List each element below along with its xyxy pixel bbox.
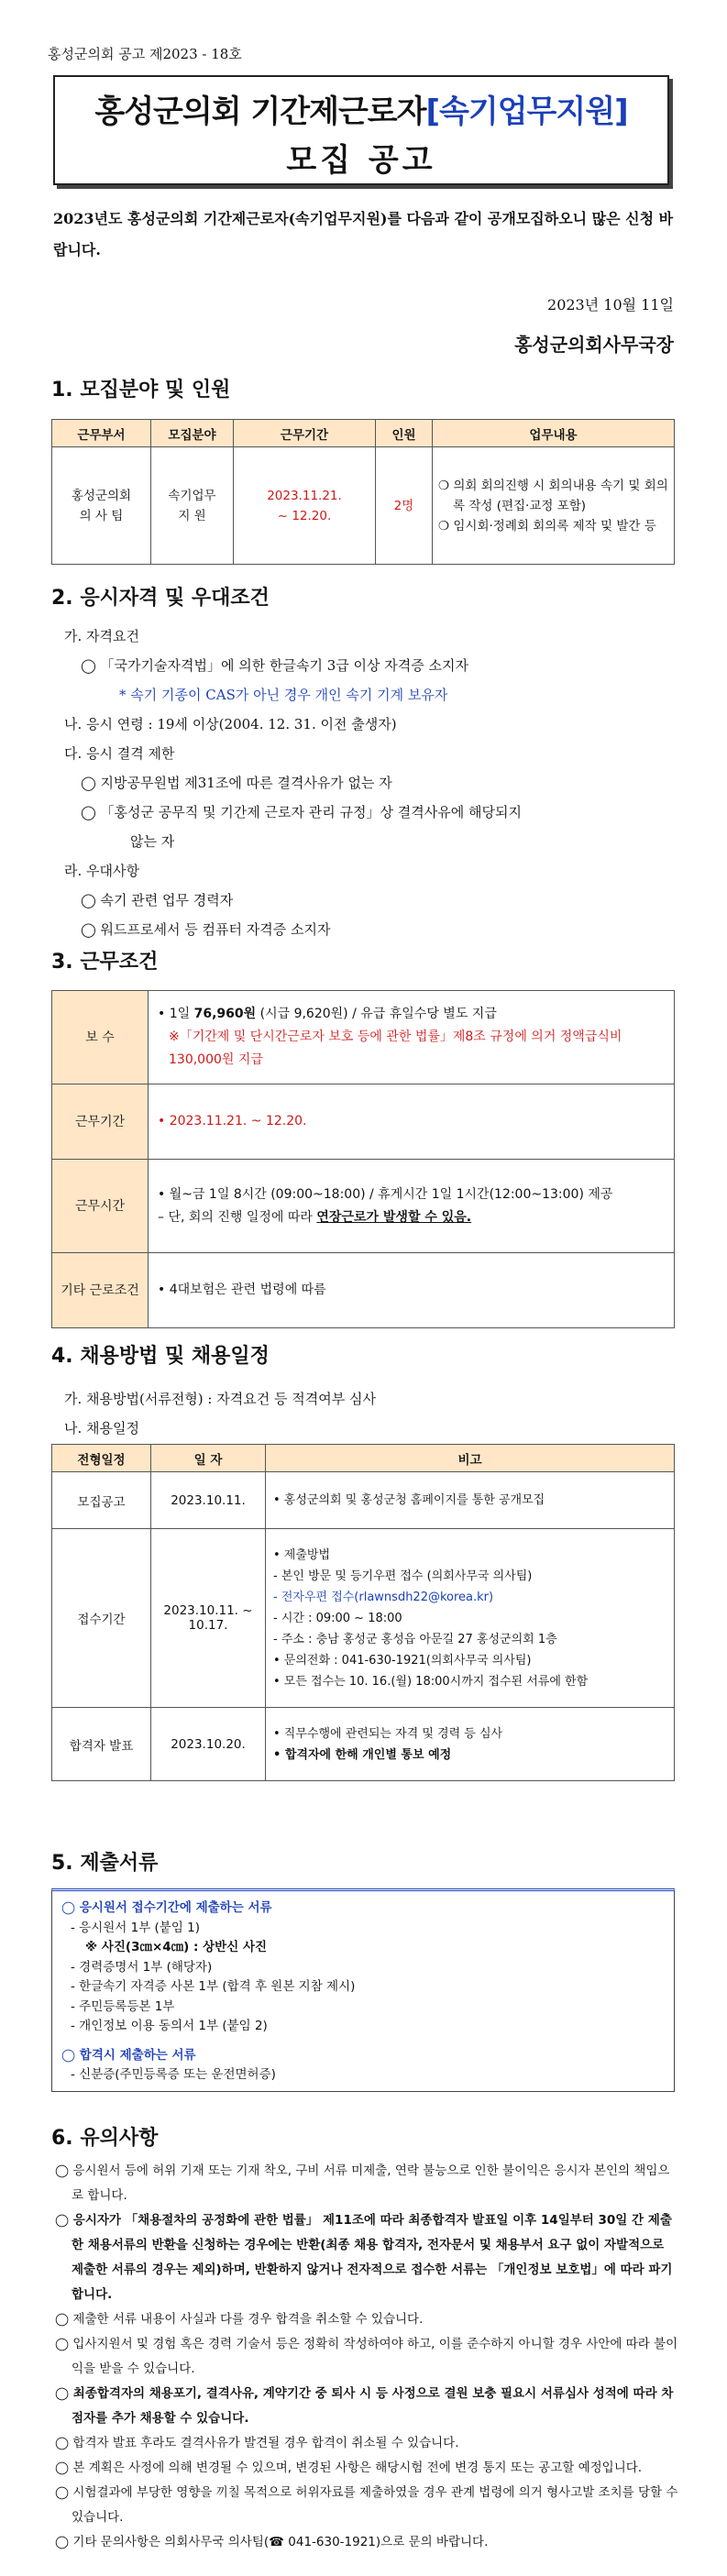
list-item: ◯ 응시원서 등에 허위 기재 또는 기재 착오, 구비 서류 미제출, 연락 불능으로 인한 불이익은 응시자 본인의 책임으로 합니다. xyxy=(55,2163,670,2203)
pay-value: • 1일 76,960원 (시급 9,620원) / 유급 휴일수당 별도 지급 ※「기간제 및 단시간근로자 보호 등에 관한 법률」제8조 규정에 의거 정액급식비 130,000원 지급 xyxy=(149,991,675,1084)
table-row: 모집공고 2023.10.11. • 홍성군의회 및 홍성군청 홈페이지를 통한 공개모집 xyxy=(52,1472,675,1529)
qual-d: 라. 우대사항 xyxy=(64,863,139,879)
docs-heading: ◯ 합격시 제출하는 서류 xyxy=(61,2047,196,2063)
section-5-heading: 5. 제출서류 xyxy=(51,1852,159,1875)
field-cell: 속기업무 지 원 xyxy=(151,447,234,565)
qual-c1: ◯ 지방공무원법 제31조에 따른 결격사유가 없는 자 xyxy=(81,775,392,791)
col-header: 일 자 xyxy=(151,1445,266,1472)
duty-item: ❍ 임시회·정례회 회의록 제작 및 발간 등 xyxy=(438,518,656,534)
section-1-heading: 1. 모집분야 및 인원 xyxy=(51,379,231,402)
notes-list xyxy=(55,2159,678,2555)
overtime-note: 연장근로가 발생할 수 있음. xyxy=(316,1209,472,1225)
col-header: 비고 xyxy=(266,1445,675,1472)
table-row: 합격자 발표 2023.10.20. • 직무수행에 관련되는 자격 및 경력 등 심사 • 합격자에 한해 개인별 통보 예정 xyxy=(52,1708,675,1781)
list-item: ◯ 최종합격자의 채용포기, 결격사유, 계약기간 중 퇴사 시 등 사정으로 결원 보충 필요시 서류심사 성적에 따라 차점자를 추가 채용할 수 있습니다. xyxy=(55,2386,674,2426)
schedule-intro: 가. 채용방법(서류전형) : 자격요건 등 적격여부 심사 나. 채용일정 xyxy=(64,1391,376,1437)
title-box xyxy=(53,75,669,185)
list-item: ◯ 응시자가 「채용절차의 공정화에 관한 법률」 제11조에 따라 최종합격자 발표일 이후 14일부터 30일 간 제출한 채용서류의 반환을 신청하는 경우에는 반환(최종 채용 합격자, 전자문서 및 채용부서 요구 없이 자발적으로 제출한 서류의 경우는 제외)하며, 반환하지 않거나 전자적으로 접수한 서류는 「개인정보 보호법」에 따라 파기합니다. xyxy=(55,2213,673,2302)
page-title: 홍성군의회 기간제근로자[속기업무지원] xyxy=(94,94,628,130)
hours-value: • 월~금 1일 8시간 (09:00~18:00) / 휴게시간 1일 1시간(12:00~13:00) 제공 – 단, 회의 진행 일정에 따라 연장근로가 발생할 수 있음. xyxy=(149,1160,675,1253)
issuer: 홍성군의회사무국장 xyxy=(514,334,674,356)
list-item: ◯ 입사지원서 및 경험 혹은 경력 기술서 등은 정확히 작성하여야 하고, 이를 준수하지 아니할 경우 사안에 따라 불이익을 받을 수 있습니다. xyxy=(55,2337,678,2376)
section-6-heading: 6. 유의사항 xyxy=(51,2127,159,2150)
col-header: 전형일정 xyxy=(52,1445,151,1472)
duty-cell xyxy=(433,447,675,565)
etc-label: 기타 근로조건 xyxy=(52,1253,149,1328)
duty-item: ❍ 의회 회의진행 시 회의내용 속기 및 회의록 작성 (편집·교정 포함) xyxy=(438,478,668,513)
list-item: ◯ 기타 문의사항은 의회사무국 의사팀(☎ 041-630-1921)으로 문의 바랍니다. xyxy=(55,2535,489,2549)
notice-date: 2023년 10월 11일 xyxy=(547,296,674,314)
list-item: ◯ 시험결과에 부당한 영향을 끼칠 목적으로 허위자료를 제출하였을 경우 관계 법령에 의거 형사고발 조치를 당할 수 있습니다. xyxy=(55,2485,678,2525)
table-row: 접수기간 2023.10.11. ~ 10.17. • 제출방법 - 본인 방문 및 등기우편 접수 (의회사무국 의사팀) - 전자우편 접수(rlawnsdh22@korea.kr) - 시간 : 09:00 ~ 18:00 - 주소 : 충남 홍성군 홍성읍 아문길 27 홍성군의회 1층 • 문의전화 : 041-630-1921(의회사무국 의사팀) • 모든 접수는 10. 16.(월) 18:00시까지 접수된 서류에 한함 xyxy=(52,1529,675,1708)
etc-value: • 4대보험은 관련 법령에 따름 xyxy=(149,1253,675,1328)
notice-number: 홍성군의회 공고 제2023 - 18호 xyxy=(48,46,242,62)
col-header: 근무기간 xyxy=(234,420,376,447)
col-header: 인원 xyxy=(376,420,433,447)
section-2-heading: 2. 응시자격 및 우대조건 xyxy=(51,587,270,610)
intro-paragraph: 2023년도 홍성군의회 기간제근로자(속기업무지원)를 다음과 같이 공개모집하오니 많은 신청 바랍니다. xyxy=(53,210,674,259)
col-header: 근무부서 xyxy=(52,420,151,447)
period-cell: 2023.11.21. ~ 12.20. xyxy=(234,447,376,565)
qualification-list xyxy=(64,622,678,944)
qual-c2: ◯ 「홍성군 공무직 및 기간제 근로자 관리 규정」상 결격사유에 해당되지 xyxy=(81,804,522,820)
pay-note: ※「기간제 및 단시간근로자 보호 등에 관한 법률」제8조 규정에 의거 정액급식비 130,000원 지급 xyxy=(169,1029,622,1067)
email-link[interactable]: - 전자우편 접수(rlawnsdh22@korea.kr) xyxy=(273,1590,494,1604)
qual-d1: ◯ 속기 관련 업무 경력자 xyxy=(81,892,234,908)
title-accent: [속기업무지원] xyxy=(425,94,628,130)
pay-label: 보 수 xyxy=(52,991,149,1084)
qual-c: 다. 응시 결격 제한 xyxy=(64,745,175,762)
col-header: 모집분야 xyxy=(151,420,234,447)
docs-heading: ◯ 응시원서 접수기간에 제출하는 서류 xyxy=(61,1900,272,1915)
count-cell: 2명 xyxy=(376,447,433,565)
qual-d2: ◯ 워드프로세서 등 컴퓨터 자격증 소지자 xyxy=(81,921,331,938)
documents-box: ◯ 응시원서 접수기간에 제출하는 서류 - 응시원서 1부 (붙임 1) ※ 사진(3㎝×4㎝) : 상반신 사진 - 경력증명서 1부 (해당자) - 한글속기 자격증 사본 1부 (합격 후 원본 지참 제시) - 주민등록등본 1부 - 개인정보 이용 동의서 1부 (붙임 2) ◯ 합격시 제출하는 서류 - 신분증(주민등록증 또는 운전면허증) xyxy=(51,1888,675,2092)
qual-c2b: 않는 자 xyxy=(130,833,175,850)
qual-a2: * 속기 기종이 CAS가 아닌 경우 개인 속기 기계 보유자 xyxy=(119,687,448,703)
list-item: ◯ 제출한 서류 내용이 사실과 다를 경우 합격을 취소할 수 있습니다. xyxy=(55,2312,424,2327)
hours-label: 근무시간 xyxy=(52,1160,149,1253)
qual-b: 나. 응시 연령 : 19세 이상(2004. 12. 31. 이전 출생자) xyxy=(64,716,397,732)
section-3-heading: 3. 근무조건 xyxy=(51,951,159,974)
col-header: 업무내용 xyxy=(433,420,675,447)
section-4-heading: 4. 채용방법 및 채용일정 xyxy=(51,1345,270,1368)
list-item: ◯ 본 계획은 사정에 의해 변경될 수 있으며, 변경된 사항은 해당시험 전에 변경 통지 또는 공고할 예정입니다. xyxy=(55,2460,643,2475)
period-label: 근무기간 xyxy=(52,1084,149,1160)
period-value: • 2023.11.21. ~ 12.20. xyxy=(149,1084,675,1160)
page-subtitle: 모집 공고 xyxy=(286,142,436,179)
qual-a: 가. 자격요건 xyxy=(64,628,139,644)
schedule-table xyxy=(51,1444,675,1781)
pay-amount: 76,960원 xyxy=(193,1007,257,1021)
list-item: ◯ 합격자 발표 후라도 결격사유가 발견될 경우 합격이 취소될 수 있습니다. xyxy=(55,2436,459,2450)
recruit-table xyxy=(51,419,675,565)
qual-a1: ◯ 「국가기술자격법」에 의한 한글속기 3급 이상 자격증 소지자 xyxy=(81,657,468,674)
work-conditions-table xyxy=(51,990,675,1328)
dept-cell: 홍성군의회 의 사 팀 xyxy=(52,447,151,565)
